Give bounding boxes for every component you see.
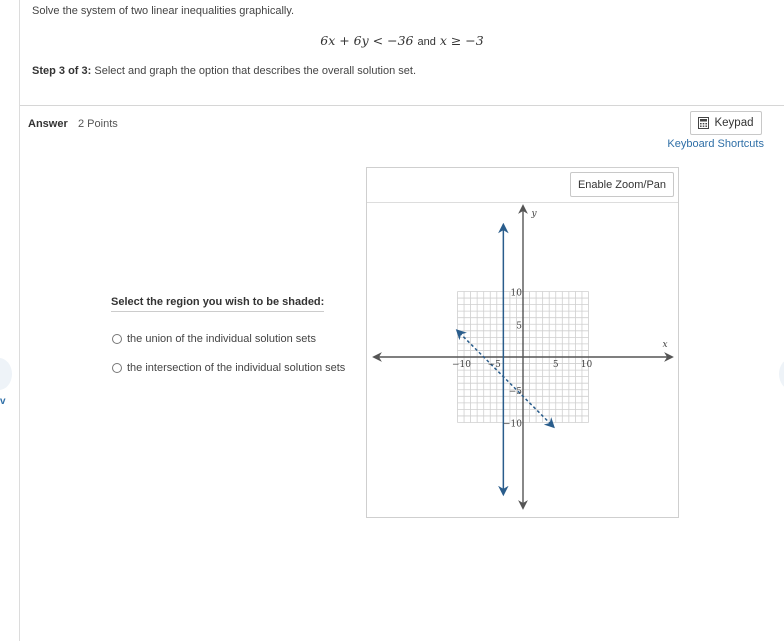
tick-label-x-neg10: −10: [452, 360, 471, 370]
equation-and: and: [417, 36, 436, 48]
tick-label-y-5: 5: [516, 321, 522, 332]
step-instruction: [32, 65, 416, 77]
points-label: 2 Points: [78, 118, 118, 130]
tick-label-y-neg5: −5: [508, 386, 522, 397]
problem-section: [20, 0, 784, 105]
step-text: Select and graph the option that describes the overall solution set.: [94, 65, 417, 77]
right-nav-tab[interactable]: [779, 358, 784, 390]
graph-toolbar: [367, 168, 678, 203]
tick-label-x-neg5: −5: [487, 360, 501, 370]
left-nav-tab[interactable]: [0, 358, 12, 390]
radio-intersection[interactable]: [112, 363, 122, 373]
y-axis-label: y: [531, 209, 537, 219]
coordinate-plane[interactable]: [367, 202, 678, 517]
enable-zoom-pan-button[interactable]: Enable Zoom/Pan: [570, 172, 674, 197]
tick-label-y-neg10: −10: [503, 419, 522, 430]
graph-panel: [366, 167, 679, 518]
option-union-label[interactable]: the union of the individual solution sets: [127, 333, 316, 345]
axes: [377, 209, 669, 505]
sidebar-partial-text[interactable]: v: [0, 396, 6, 407]
radio-union[interactable]: [112, 334, 122, 344]
tick-label-x-10: 10: [580, 360, 593, 370]
tick-label-x-5: 5: [552, 360, 559, 370]
x-axis-label: x: [662, 340, 668, 350]
equation-part-2: x ≥ −3: [439, 33, 484, 48]
section-divider: [20, 105, 784, 106]
equation-part-1: 6x + 6y < −36: [320, 33, 414, 48]
plot-lines[interactable]: [460, 228, 552, 491]
option-intersection[interactable]: [112, 362, 345, 374]
region-title: Select the region you wish to be shaded:: [111, 296, 324, 312]
calculator-icon: [698, 117, 709, 129]
problem-intro: Solve the system of two linear inequalities graphically.: [32, 5, 295, 17]
tick-label-y-10: 10: [510, 288, 522, 299]
option-union[interactable]: [112, 333, 316, 345]
step-label: Step 3 of 3:: [32, 65, 92, 77]
keypad-button[interactable]: [690, 111, 762, 135]
boundary-line-dashed[interactable]: [460, 333, 552, 425]
problem-equation: [20, 33, 784, 48]
answer-label: Answer: [28, 118, 68, 130]
keyboard-shortcuts-link[interactable]: Keyboard Shortcuts: [667, 138, 764, 150]
option-intersection-label[interactable]: the intersection of the individual solution sets: [127, 362, 346, 374]
keypad-label: Keypad: [714, 117, 754, 129]
